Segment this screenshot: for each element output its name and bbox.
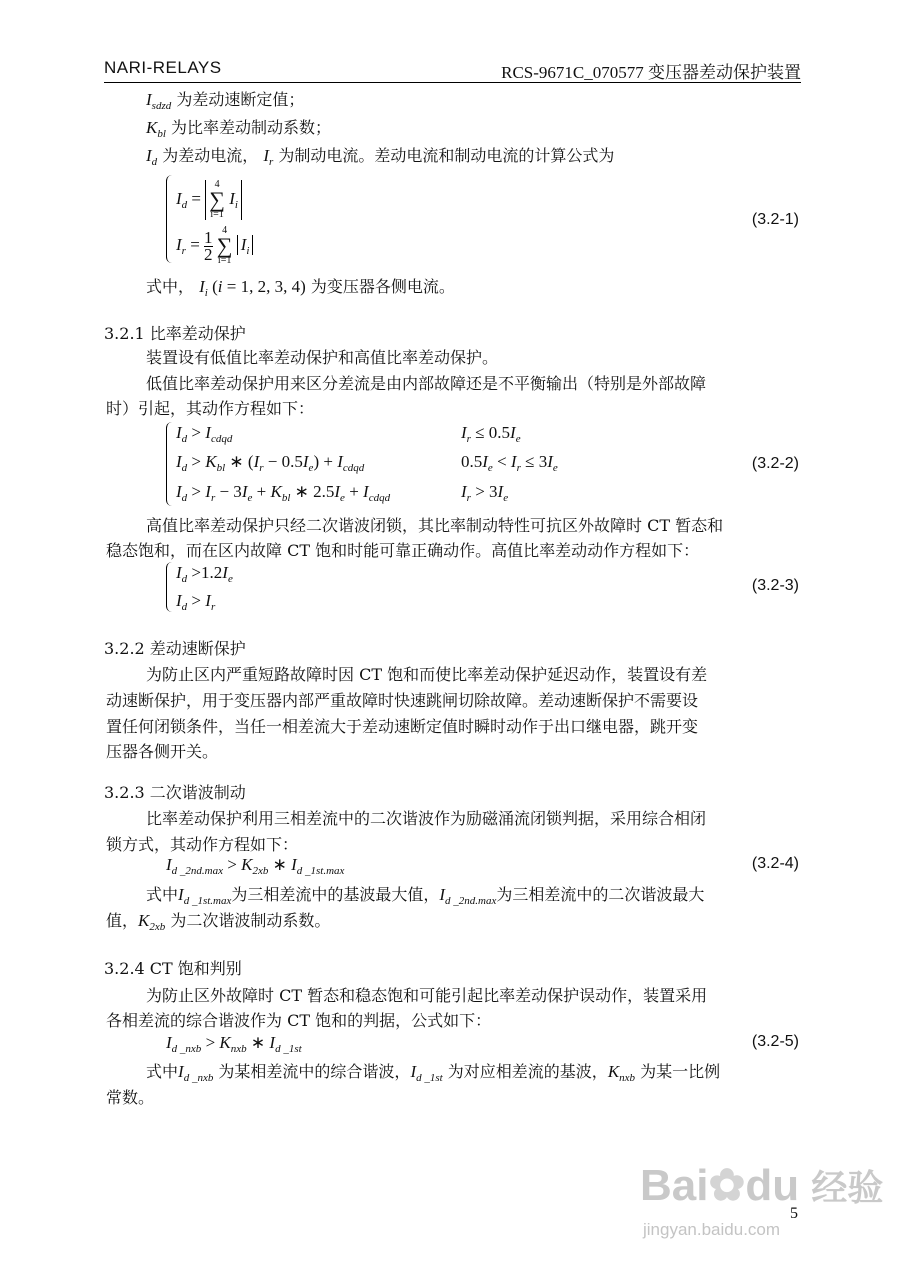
note-text: 为变压器各侧电流。 [310, 277, 455, 296]
equation-number: (3.2-3) [751, 577, 799, 594]
note-text: 为二次谐波制动系数。 [170, 911, 331, 930]
paragraph: 式中$I_{d \_nxb}$ 为某相差流中的综合谐波，$I_{d \_1st}$ 为对应相差流的基波，$K_{nxb}$ 为某一比例 [146, 1062, 721, 1084]
equation-3-2-2-line-1: $I_d > I_{cdqd}$ [176, 423, 233, 445]
equation-number: (3.2-5) [751, 1033, 799, 1050]
equation-3-2-1-line-2: $I_r$ = $\frac{1}{2}$ 4 ∑ i=1 $I_i$ [176, 226, 253, 266]
equation-3-2-3-line-2: $I_d > I_r$ [176, 591, 216, 613]
note-text: 式中 [146, 1062, 179, 1081]
note-text: 值， [106, 911, 139, 930]
equation-number: (3.2-1) [751, 211, 799, 228]
section-title: 3.2.1 比率差动保护 [104, 324, 246, 343]
equation-3-2-2-line-2: $I_d > K_{bl}$ ∗ $(I_r - 0.5I_e) + I_{cdqd}$ [176, 452, 365, 474]
def-text: 为差动速断定值； [176, 90, 305, 109]
paragraph: 时）引起，其动作方程如下： [106, 399, 315, 418]
section-title: 3.2.4 CT 饱和判别 [104, 959, 242, 978]
equation-3-2-1-line-1: $I_d$ = 4 ∑ i=1 $I_i$ [176, 180, 242, 220]
paragraph: 稳态饱和，而在区内故障 CT 饱和时能可靠正确动作。高值比率差动动作方程如下： [106, 541, 700, 560]
equation-condition: $I_r > 3I_e$ [461, 482, 509, 504]
paragraph: 为防止区内严重短路故障时因 CT 饱和而使比率差动保护延迟动作，装置设有差 [146, 665, 708, 684]
paw-icon: ✿ [708, 1161, 746, 1210]
paragraph: 动速断保护，用于变压器内部严重故障时快速跳闸切除故障。差动速断保护不需要设 [106, 691, 699, 710]
equation-number: (3.2-4) [751, 855, 799, 872]
note-text: 为三相差流中的基波最大值， [231, 885, 440, 904]
paragraph: 各相差流的综合谐波作为 CT 饱和的判据，公式如下： [106, 1011, 492, 1030]
def-line-3: $I_d$ 为差动电流， $I_r$ 为制动电流。差动电流和制动电流的计算公式为 [146, 146, 615, 168]
section-title: 3.2.2 差动速断保护 [104, 639, 246, 658]
equation-brace [166, 175, 173, 263]
header-left: NARI-RELAYS [104, 58, 222, 77]
paragraph: 比率差动保护利用三相差流中的二次谐波作为励磁涌流闭锁判据，采用综合相闭 [146, 809, 707, 828]
equation-brace [166, 422, 173, 506]
watermark-cn: 经验 [811, 1168, 884, 1209]
paragraph: 装置设有低值比率差动保护和高值比率差动保护。 [146, 348, 499, 367]
watermark-url: jingyan.baidu.com [643, 1220, 781, 1239]
paragraph: 常数。 [106, 1088, 155, 1107]
equation-3-2-4: $I_{d \_2nd.max} > K_{2xb}$ ∗ $I_{d \_1st.max}$ [166, 855, 345, 877]
paragraph: 值，$K_{2xb}$ 为二次谐波制动系数。 [106, 911, 331, 933]
paragraph: 式中$I_{d \_1st.max}$为三相差流中的基波最大值，$I_{d \_2nd.max}$为三相差流中的二次谐波最大 [146, 885, 705, 907]
eq1-note: 式中， $I_i$ (i = 1, 2, 3, 4) 为变压器各侧电流。 [146, 277, 455, 299]
def-line-2: $K_{bl}$ 为比率差动制动系数； [146, 118, 332, 140]
equation-brace [166, 562, 173, 612]
section-title: 3.2.3 二次谐波制动 [104, 783, 246, 802]
def-text: 为比率差动制动系数； [171, 118, 332, 137]
def-text: 为差动电流， [162, 146, 259, 165]
equation-condition: $0.5I_e < I_r \le 3I_e$ [461, 452, 558, 474]
note-text: 为某一比例 [640, 1062, 721, 1081]
header-rule [104, 82, 801, 83]
def-line-1: $I_{sdzd}$ 为差动速断定值； [146, 90, 305, 112]
paragraph: 为防止区外故障时 CT 暂态和稳态饱和可能引起比率差动保护误动作，装置采用 [146, 986, 708, 1005]
equation-3-2-2-line-3: $I_d > I_r - 3I_e + K_{bl}$ ∗ $2.5I_e + I_{cdqd}$ [176, 482, 391, 504]
equation-number: (3.2-2) [751, 455, 799, 472]
paragraph: 锁方式，其动作方程如下： [106, 835, 299, 854]
def-text: 为制动电流。差动电流和制动电流的计算公式为 [278, 146, 615, 165]
paragraph: 低值比率差动保护用来区分差流是由内部故障还是不平衡输出（特别是外部故障 [146, 374, 707, 393]
paragraph: 压器各侧开关。 [106, 742, 219, 761]
note-text: 式中， [146, 277, 195, 296]
header-right: RCS-9671C_070577 变压器差动保护装置 [501, 63, 801, 82]
note-text: 为对应相差流的基波， [447, 1062, 608, 1081]
paragraph: 置任何闭锁条件，当任一相差流大于差动速断定值时瞬时动作于出口继电器，跳开变 [106, 717, 699, 736]
note-text: 为三相差流中的二次谐波最大 [496, 885, 705, 904]
equation-3-2-5: $I_{d \_nxb} > K_{nxb}$ ∗ $I_{d \_1st}$ [166, 1033, 302, 1055]
baidu-watermark-logo [640, 1160, 883, 1211]
equation-3-2-3-line-1: $I_d >1.2I_e$ [176, 563, 233, 585]
note-text: 为某相差流中的综合谐波， [218, 1062, 411, 1081]
watermark-brand: du [745, 1161, 800, 1210]
note-text: 式中 [146, 885, 179, 904]
page-number: 5 [790, 1205, 798, 1222]
equation-condition: $I_r \le 0.5I_e$ [461, 423, 521, 445]
paragraph: 高值比率差动保护只经二次谐波闭锁，其比率制动特性可抗区外故障时 CT 暂态和 [146, 516, 724, 535]
watermark-brand: Bai [640, 1161, 709, 1210]
